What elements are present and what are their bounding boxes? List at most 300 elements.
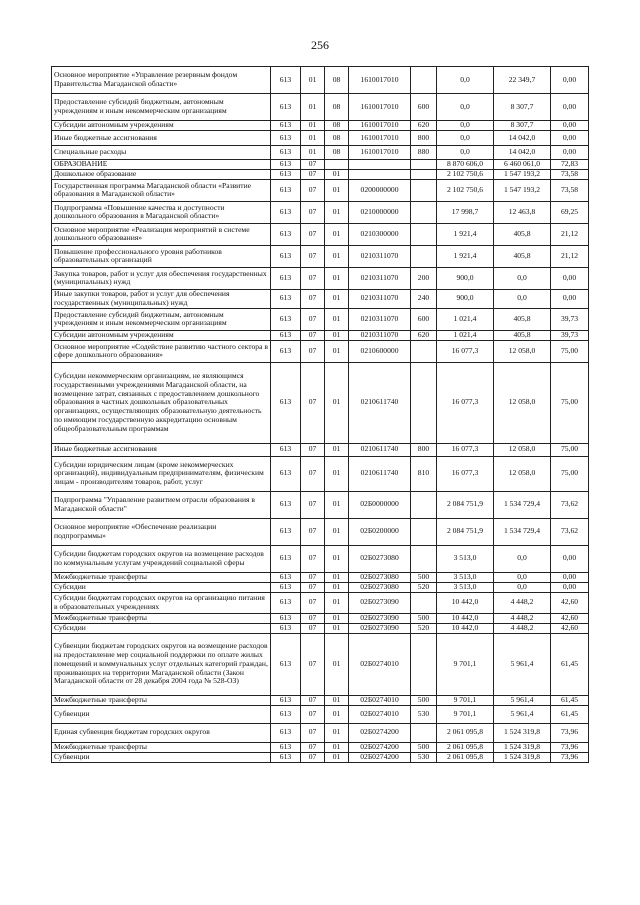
executed-amount: 0,0: [494, 545, 551, 572]
expense-type-code: [411, 545, 437, 572]
target-article-code: 02Б0273090: [349, 623, 411, 633]
expense-type-code: [411, 169, 437, 179]
subsection-code: 01: [325, 633, 349, 695]
section-code: 07: [301, 582, 325, 592]
planned-amount: 900,0: [437, 289, 494, 308]
execution-percent: 42,60: [551, 623, 589, 633]
executed-amount: 405,8: [494, 330, 551, 340]
row-name: Межбюджетные трансферты: [52, 742, 271, 752]
expense-type-code: 500: [411, 613, 437, 623]
admin-code: 613: [271, 340, 301, 362]
planned-amount: 10 442,0: [437, 592, 494, 613]
row-name: Основное мероприятие «Обеспечение реализации подпрограммы»: [52, 518, 271, 545]
subsection-code: 01: [325, 695, 349, 705]
executed-amount: 0,0: [494, 582, 551, 592]
target-article-code: 1610017010: [349, 131, 411, 146]
table-row: [52, 289, 589, 308]
section-code: 07: [301, 245, 325, 267]
executed-amount: 4 448,2: [494, 592, 551, 613]
row-name: Предоставление субсидий бюджетным, автономным учреждениям и иным некоммерческим организациям: [52, 308, 271, 330]
planned-amount: 900,0: [437, 267, 494, 289]
section-code: 07: [301, 742, 325, 752]
planned-amount: 10 442,0: [437, 623, 494, 633]
expense-type-code: 240: [411, 289, 437, 308]
executed-amount: 6 460 061,0: [494, 160, 551, 170]
table-row: [52, 340, 589, 362]
table-row: [52, 633, 589, 695]
target-article-code: 0210600000: [349, 340, 411, 362]
planned-amount: 3 513,0: [437, 572, 494, 582]
subsection-code: 01: [325, 223, 349, 245]
execution-percent: 73,96: [551, 723, 589, 742]
table-row: [52, 121, 589, 131]
budget-table: [51, 66, 589, 763]
subsection-code: 08: [325, 94, 349, 121]
planned-amount: 17 998,7: [437, 201, 494, 223]
section-code: 07: [301, 201, 325, 223]
target-article-code: 0210000000: [349, 201, 411, 223]
row-name: Субсидии бюджетам городских округов на возмещение расходов по коммунальным услугам учреждений социальной сферы: [52, 545, 271, 572]
admin-code: 613: [271, 67, 301, 94]
section-code: 01: [301, 94, 325, 121]
target-article-code: 1610017010: [349, 146, 411, 160]
row-name: Предоставление субсидий бюджетным, автономным учреждениям и иным некоммерческим организациям: [52, 94, 271, 121]
target-article-code: 02Б0274010: [349, 695, 411, 705]
executed-amount: 22 349,7: [494, 67, 551, 94]
admin-code: 613: [271, 633, 301, 695]
expense-type-code: 620: [411, 121, 437, 131]
executed-amount: 0,0: [494, 289, 551, 308]
admin-code: 613: [271, 146, 301, 160]
row-name: Субсидии: [52, 623, 271, 633]
row-name: ОБРАЗОВАНИЕ: [52, 160, 271, 170]
section-code: 01: [301, 121, 325, 131]
table-row: [52, 131, 589, 146]
executed-amount: 1 547 193,2: [494, 169, 551, 179]
executed-amount: 14 042,0: [494, 146, 551, 160]
executed-amount: 4 448,2: [494, 623, 551, 633]
row-name: Иные закупки товаров, работ и услуг для обеспечения государственных (муниципальных) нужд: [52, 289, 271, 308]
subsection-code: 01: [325, 179, 349, 201]
subsection-code: 01: [325, 245, 349, 267]
target-article-code: 0210611740: [349, 362, 411, 443]
execution-percent: 0,00: [551, 289, 589, 308]
subsection-code: 01: [325, 592, 349, 613]
row-name: Иные бюджетные ассигнования: [52, 443, 271, 456]
table-row: [52, 742, 589, 752]
section-code: 07: [301, 723, 325, 742]
execution-percent: 75,00: [551, 456, 589, 491]
target-article-code: 0210311070: [349, 267, 411, 289]
table-row: [52, 592, 589, 613]
executed-amount: 1 524 319,8: [494, 723, 551, 742]
execution-percent: 61,45: [551, 633, 589, 695]
row-name: Дошкольное образование: [52, 169, 271, 179]
planned-amount: 1 021,4: [437, 330, 494, 340]
section-code: 07: [301, 456, 325, 491]
planned-amount: 0,0: [437, 94, 494, 121]
planned-amount: 3 513,0: [437, 582, 494, 592]
admin-code: 613: [271, 582, 301, 592]
table-row: [52, 179, 589, 201]
table-row: [52, 518, 589, 545]
target-article-code: 02Б0273080: [349, 545, 411, 572]
target-article-code: 0210611740: [349, 443, 411, 456]
executed-amount: 405,8: [494, 223, 551, 245]
target-article-code: 02Б0274010: [349, 705, 411, 723]
table-row: [52, 160, 589, 170]
admin-code: 613: [271, 362, 301, 443]
expense-type-code: [411, 491, 437, 518]
table-row: [52, 308, 589, 330]
table-row: [52, 201, 589, 223]
expense-type-code: 500: [411, 572, 437, 582]
admin-code: 613: [271, 572, 301, 582]
admin-code: 613: [271, 131, 301, 146]
subsection-code: 01: [325, 545, 349, 572]
section-code: 07: [301, 289, 325, 308]
row-name: Основное мероприятие «Содействие развитию частного сектора в сфере дошкольного образования»: [52, 340, 271, 362]
admin-code: 613: [271, 201, 301, 223]
executed-amount: 1 547 193,2: [494, 179, 551, 201]
expense-type-code: 500: [411, 695, 437, 705]
expense-type-code: [411, 160, 437, 170]
executed-amount: 1 534 729,4: [494, 491, 551, 518]
planned-amount: 9 701,1: [437, 633, 494, 695]
target-article-code: 02Б0273080: [349, 582, 411, 592]
expense-type-code: [411, 179, 437, 201]
executed-amount: 14 042,0: [494, 131, 551, 146]
row-name: Субсидии некоммерческим организациям, не являющимся государственными учреждениями Магаданской области, на возмещение затрат, связанных с предоставлением дошкольного образования в частных дошкольных образовательных организациях, осуществляющих образовательную деятельность по имеющим государственную аккредитацию основным общеобразовательным программам: [52, 362, 271, 443]
table-row: [52, 705, 589, 723]
row-name: Межбюджетные трансферты: [52, 613, 271, 623]
target-article-code: 1610017010: [349, 94, 411, 121]
planned-amount: 2 102 750,6: [437, 169, 494, 179]
planned-amount: 2 061 095,8: [437, 752, 494, 762]
section-code: 07: [301, 340, 325, 362]
subsection-code: 01: [325, 491, 349, 518]
section-code: 07: [301, 330, 325, 340]
subsection-code: 01: [325, 752, 349, 762]
planned-amount: 1 921,4: [437, 223, 494, 245]
table-row: [52, 723, 589, 742]
expense-type-code: 620: [411, 330, 437, 340]
execution-percent: 42,60: [551, 592, 589, 613]
execution-percent: 69,25: [551, 201, 589, 223]
table-row: [52, 545, 589, 572]
table-row: [52, 582, 589, 592]
expense-type-code: 530: [411, 705, 437, 723]
target-article-code: 02Б0273090: [349, 613, 411, 623]
execution-percent: 61,45: [551, 705, 589, 723]
execution-percent: 42,60: [551, 613, 589, 623]
planned-amount: 2 084 751,9: [437, 491, 494, 518]
target-article-code: [349, 160, 411, 170]
admin-code: 613: [271, 518, 301, 545]
admin-code: 613: [271, 592, 301, 613]
executed-amount: 405,8: [494, 308, 551, 330]
execution-percent: 75,00: [551, 443, 589, 456]
section-code: 01: [301, 131, 325, 146]
target-article-code: 0210311070: [349, 245, 411, 267]
row-name: Государственная программа Магаданской области «Развитие образования в Магаданской области»: [52, 179, 271, 201]
section-code: 07: [301, 633, 325, 695]
subsection-code: 01: [325, 330, 349, 340]
expense-type-code: [411, 340, 437, 362]
planned-amount: 0,0: [437, 67, 494, 94]
section-code: 07: [301, 545, 325, 572]
section-code: 07: [301, 443, 325, 456]
subsection-code: 01: [325, 582, 349, 592]
planned-amount: 1 921,4: [437, 245, 494, 267]
expense-type-code: [411, 245, 437, 267]
execution-percent: 0,00: [551, 146, 589, 160]
expense-type-code: 500: [411, 742, 437, 752]
admin-code: 613: [271, 160, 301, 170]
execution-percent: 0,00: [551, 545, 589, 572]
table-row: [52, 223, 589, 245]
admin-code: 613: [271, 752, 301, 762]
planned-amount: 3 513,0: [437, 545, 494, 572]
expense-type-code: [411, 518, 437, 545]
table-row: [52, 443, 589, 456]
admin-code: 613: [271, 308, 301, 330]
subsection-code: 08: [325, 131, 349, 146]
admin-code: 613: [271, 179, 301, 201]
table-row: [52, 362, 589, 443]
subsection-code: 01: [325, 267, 349, 289]
planned-amount: 16 077,3: [437, 443, 494, 456]
admin-code: 613: [271, 723, 301, 742]
target-article-code: 0210311070: [349, 289, 411, 308]
executed-amount: 5 961,4: [494, 705, 551, 723]
section-code: 01: [301, 67, 325, 94]
row-name: Закупка товаров, работ и услуг для обеспечения государственных (муниципальных) нужд: [52, 267, 271, 289]
section-code: 07: [301, 223, 325, 245]
executed-amount: 405,8: [494, 245, 551, 267]
section-code: 07: [301, 623, 325, 633]
planned-amount: 16 077,3: [437, 340, 494, 362]
section-code: 07: [301, 169, 325, 179]
section-code: 07: [301, 613, 325, 623]
execution-percent: 73,62: [551, 491, 589, 518]
target-article-code: 1610017010: [349, 67, 411, 94]
subsection-code: 01: [325, 201, 349, 223]
admin-code: 613: [271, 695, 301, 705]
row-name: Субвенции бюджетам городских округов на возмещение расходов на предоставление мер социальной поддержки по оплате жилых помещений и коммунальных услуг отдельных категорий граждан, проживающих на территории Магаданской области (Закон Магаданской области от 28 декабря 2004 года № 528-ОЗ): [52, 633, 271, 695]
planned-amount: 2 061 095,8: [437, 723, 494, 742]
subsection-code: 01: [325, 289, 349, 308]
executed-amount: 12 058,0: [494, 340, 551, 362]
execution-percent: 73,58: [551, 179, 589, 201]
executed-amount: 5 961,4: [494, 633, 551, 695]
executed-amount: 12 058,0: [494, 443, 551, 456]
executed-amount: 0,0: [494, 267, 551, 289]
row-name: Повышение профессионального уровня работников образовательных организаций: [52, 245, 271, 267]
table-row: [52, 695, 589, 705]
table-row: [52, 169, 589, 179]
row-name: Основное мероприятие «Управление резервным фондом Правительства Магаданской области»: [52, 67, 271, 94]
target-article-code: 0210311070: [349, 330, 411, 340]
execution-percent: 0,00: [551, 582, 589, 592]
row-name: Субсидии автономным учреждениям: [52, 330, 271, 340]
expense-type-code: 800: [411, 443, 437, 456]
executed-amount: 0,0: [494, 572, 551, 582]
admin-code: 613: [271, 456, 301, 491]
execution-percent: 21,12: [551, 245, 589, 267]
admin-code: 613: [271, 443, 301, 456]
planned-amount: 16 077,3: [437, 456, 494, 491]
expense-type-code: [411, 723, 437, 742]
expense-type-code: [411, 67, 437, 94]
planned-amount: 2 102 750,6: [437, 179, 494, 201]
admin-code: 613: [271, 94, 301, 121]
subsection-code: 01: [325, 742, 349, 752]
table-row: [52, 752, 589, 762]
execution-percent: 39,73: [551, 308, 589, 330]
subsection-code: 01: [325, 723, 349, 742]
planned-amount: 10 442,0: [437, 613, 494, 623]
admin-code: 613: [271, 245, 301, 267]
admin-code: 613: [271, 121, 301, 131]
subsection-code: 08: [325, 67, 349, 94]
subsection-code: 01: [325, 572, 349, 582]
expense-type-code: [411, 633, 437, 695]
row-name: Субсидии автономным учреждениям: [52, 121, 271, 131]
section-code: 07: [301, 362, 325, 443]
target-article-code: 02Б0273080: [349, 572, 411, 582]
execution-percent: 0,00: [551, 121, 589, 131]
expense-type-code: 880: [411, 146, 437, 160]
executed-amount: 1 524 319,8: [494, 742, 551, 752]
row-name: Основное мероприятие «Реализация мероприятий в системе дошкольного образования»: [52, 223, 271, 245]
subsection-code: 01: [325, 443, 349, 456]
planned-amount: 8 870 606,0: [437, 160, 494, 170]
table-row: [52, 572, 589, 582]
row-name: Единая субвенция бюджетам городских округов: [52, 723, 271, 742]
table-body: [52, 67, 589, 763]
admin-code: 613: [271, 267, 301, 289]
expense-type-code: 200: [411, 267, 437, 289]
section-code: 07: [301, 491, 325, 518]
subsection-code: 01: [325, 705, 349, 723]
planned-amount: 2 084 751,9: [437, 518, 494, 545]
section-code: 07: [301, 752, 325, 762]
planned-amount: 1 021,4: [437, 308, 494, 330]
executed-amount: 12 058,0: [494, 456, 551, 491]
execution-percent: 75,00: [551, 340, 589, 362]
row-name: Субсидии бюджетам городских округов на организацию питания в образовательных учреждениях: [52, 592, 271, 613]
execution-percent: 21,12: [551, 223, 589, 245]
executed-amount: 5 961,4: [494, 695, 551, 705]
subsection-code: 01: [325, 456, 349, 491]
execution-percent: 75,00: [551, 362, 589, 443]
subsection-code: [325, 160, 349, 170]
execution-percent: 0,00: [551, 131, 589, 146]
table-row: [52, 330, 589, 340]
execution-percent: 72,83: [551, 160, 589, 170]
section-code: 07: [301, 308, 325, 330]
target-article-code: 02Б0274200: [349, 752, 411, 762]
target-article-code: 0210611740: [349, 456, 411, 491]
planned-amount: 2 061 095,8: [437, 742, 494, 752]
section-code: 01: [301, 146, 325, 160]
subsection-code: 01: [325, 613, 349, 623]
target-article-code: 1610017010: [349, 121, 411, 131]
admin-code: 613: [271, 545, 301, 572]
admin-code: 613: [271, 330, 301, 340]
section-code: 07: [301, 705, 325, 723]
expense-type-code: 600: [411, 308, 437, 330]
table-row: [52, 491, 589, 518]
execution-percent: 0,00: [551, 572, 589, 582]
executed-amount: 12 463,8: [494, 201, 551, 223]
target-article-code: 02Б0274200: [349, 742, 411, 752]
admin-code: 613: [271, 223, 301, 245]
section-code: 07: [301, 695, 325, 705]
expense-type-code: 810: [411, 456, 437, 491]
execution-percent: 61,45: [551, 695, 589, 705]
table-row: [52, 267, 589, 289]
planned-amount: 0,0: [437, 131, 494, 146]
planned-amount: 16 077,3: [437, 362, 494, 443]
admin-code: 613: [271, 491, 301, 518]
section-code: 07: [301, 160, 325, 170]
expense-type-code: 520: [411, 582, 437, 592]
expense-type-code: 600: [411, 94, 437, 121]
subsection-code: 08: [325, 146, 349, 160]
target-article-code: 02Б0274010: [349, 633, 411, 695]
subsection-code: 01: [325, 362, 349, 443]
admin-code: 613: [271, 289, 301, 308]
executed-amount: 12 058,0: [494, 362, 551, 443]
target-article-code: 0210300000: [349, 223, 411, 245]
row-name: Межбюджетные трансферты: [52, 695, 271, 705]
admin-code: 613: [271, 623, 301, 633]
section-code: 07: [301, 267, 325, 289]
table-row: [52, 245, 589, 267]
row-name: Межбюджетные трансферты: [52, 572, 271, 582]
admin-code: 613: [271, 613, 301, 623]
admin-code: 613: [271, 742, 301, 752]
table-row: [52, 67, 589, 94]
expense-type-code: [411, 592, 437, 613]
subsection-code: 01: [325, 518, 349, 545]
row-name: Субвенции: [52, 705, 271, 723]
subsection-code: 01: [325, 340, 349, 362]
execution-percent: 73,58: [551, 169, 589, 179]
executed-amount: 1 524 319,8: [494, 752, 551, 762]
executed-amount: 1 534 729,4: [494, 518, 551, 545]
row-name: Подпрограмма «Повышение качества и доступности дошкольного образования в Магаданской области»: [52, 201, 271, 223]
subsection-code: 01: [325, 169, 349, 179]
subsection-code: 01: [325, 623, 349, 633]
expense-type-code: [411, 362, 437, 443]
planned-amount: 9 701,1: [437, 695, 494, 705]
target-article-code: 02Б0273090: [349, 592, 411, 613]
row-name: Специальные расходы: [52, 146, 271, 160]
section-code: 07: [301, 179, 325, 201]
section-code: 07: [301, 518, 325, 545]
execution-percent: 39,73: [551, 330, 589, 340]
execution-percent: 0,00: [551, 267, 589, 289]
row-name: Субсидии юридическим лицам (кроме некоммерческих организаций), индивидуальным предпринимателям, физическим лицам - производителям товаров, работ, услуг: [52, 456, 271, 491]
expense-type-code: [411, 201, 437, 223]
table-row: [52, 623, 589, 633]
execution-percent: 73,96: [551, 752, 589, 762]
subsection-code: 01: [325, 308, 349, 330]
execution-percent: 73,62: [551, 518, 589, 545]
